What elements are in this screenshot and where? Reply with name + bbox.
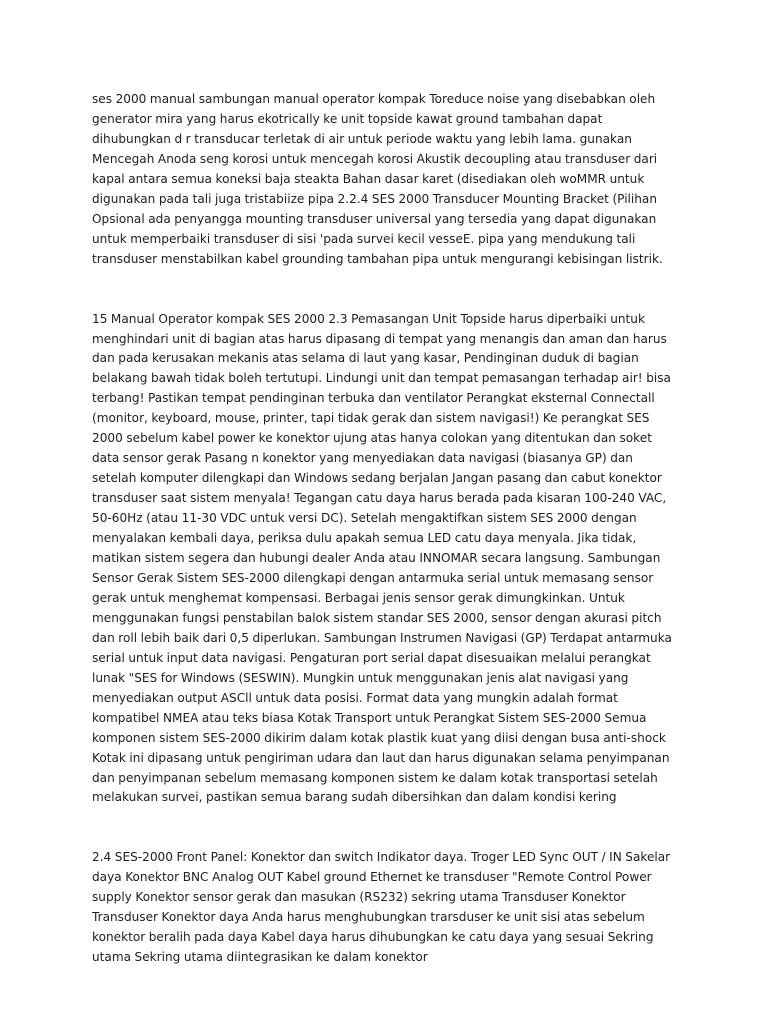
paragraph-front-panel: 2.4 SES-2000 Front Panel: Konektor dan switch Indikator daya. Troger LED Sync OUT / IN Sakelar daya Konektor BNC Analog OUT Kabel ground Ethernet ke transduser "Remote Control Power supply Konektor sensor gerak dan masukan (RS232) sekring utama Transduser Konektor Transduser Konektor daya Anda harus menghubungkan trarsduser ke unit sisi atas sebelum konektor beralih pada daya Kabel daya harus dihubungkan ke catu daya yang sesuai Sekring utama Sekring utama diintegrasikan ke dalam konektor — [92, 850, 671, 965]
paragraph-topside-installation: 15 Manual Operator kompak SES 2000 2.3 Pemasangan Unit Topside harus diperbaiki untuk menghindari unit di bagian atas harus dipasang di tempat yang menangis dan aman dan harus dan pada kerusakan mekanis atas selama di laut yang kasar, Pendinginan duduk di bagian belakang bawah tidak boleh tertutupi. Lindungi unit dan tempat pemasangan terhadap air! bisa terbang! Pastikan tempat pendinginan terbuka dan ventilator Perangkat eksternal Connectall (monitor, keyboard, mouse, printer, tapi tidak gerak dan sistem navigasi!) Ke perangkat SES 2000 sebelum kabel power ke konektor ujung atas hanya colokan yang ditentukan dan soket data sensor gerak Pasang n konektor yang menyediakan data navigasi (biasanya GP) dan setelah komputer dilengkapi dan Windows sedang berjalan Jangan pasang dan cabut konektor transduser saat sistem menyala! Tegangan catu daya harus berada pada kisaran 100-240 VAC, 50-60Hz (atau 11-30 VDC untuk versi DC). Setelah mengaktifkan sistem SES 2000 dengan menyalakan kembali daya, periksa dulu apakah semua LED catu daya menyala. Jika tidak, matikan sistem segera dan hubungi dealer Anda atau INNOMAR secara langsung. Sambungan Sensor Gerak Sistem SES-2000 dilengkapi dengan antarmuka serial untuk memasang sensor gerak untuk menghemat kompensasi. Berbagai jenis sensor gerak dimungkinkan. Untuk menggunakan fungsi penstabilan balok sistem standar SES 2000, sensor dengan akurasi pitch dan roll lebih baik dari 0,5 diperlukan. Sambungan Instrumen Navigasi (GP) Terdapat antarmuka serial untuk input data navigasi. Pengaturan port serial dapat disesuaikan melalui perangkat lunak "SES for Windows (SESWIN). Mungkin untuk menggunakan jenis alat navigasi yang menyediakan output ASCll untuk data posisi. Format data yang mungkin adalah format kompatibel NMEA atau teks biasa Kotak Transport untuk Perangkat Sistem SES-2000 Semua komponen sistem SES-2000 dikirim dalam kotak plastik kuat yang diisi dengan busa anti-shock Kotak ini dipasang untuk pengiriman udara dan laut dan harus digunakan selama penyimpanan dan penyimpanan sebelum memasang komponen sistem ke dalam kotak transportasi setelah melakukan survei, pastikan semua barang sudah dibersihkan dan dalam kondisi kering — [92, 311, 672, 805]
paragraph-mounting-bracket: ses 2000 manual sambungan manual operator kompak Toreduce noise yang disebabkan oleh generator mira yang harus ekotrically ke unit topside kawat ground tambahan dapat dihubungkan d r transducar terletak di air untuk periode waktu yang lebih lama. gunakan Mencegah Anoda seng korosi untuk mencegah korosi Akustik decoupling atau transduser dari kapal antara semua koneksi baja steakta Bahan dasar karet (disediakan oleh woMMR untuk digunakan pada tali juga tristabiize pipa 2.2.4 SES 2000 Transducer Mounting Bracket (Pilihan Opsional ada penyangga mounting transduser universal yang tersedia yang dapat digunakan untuk memperbaiki transduser di sisi 'pada survei kecil vesseE. pipa yang mendukung tali transduser menstabilkan kabel grounding tambahan pipa untuk mengurangi kebisingan listrik. — [92, 92, 663, 266]
